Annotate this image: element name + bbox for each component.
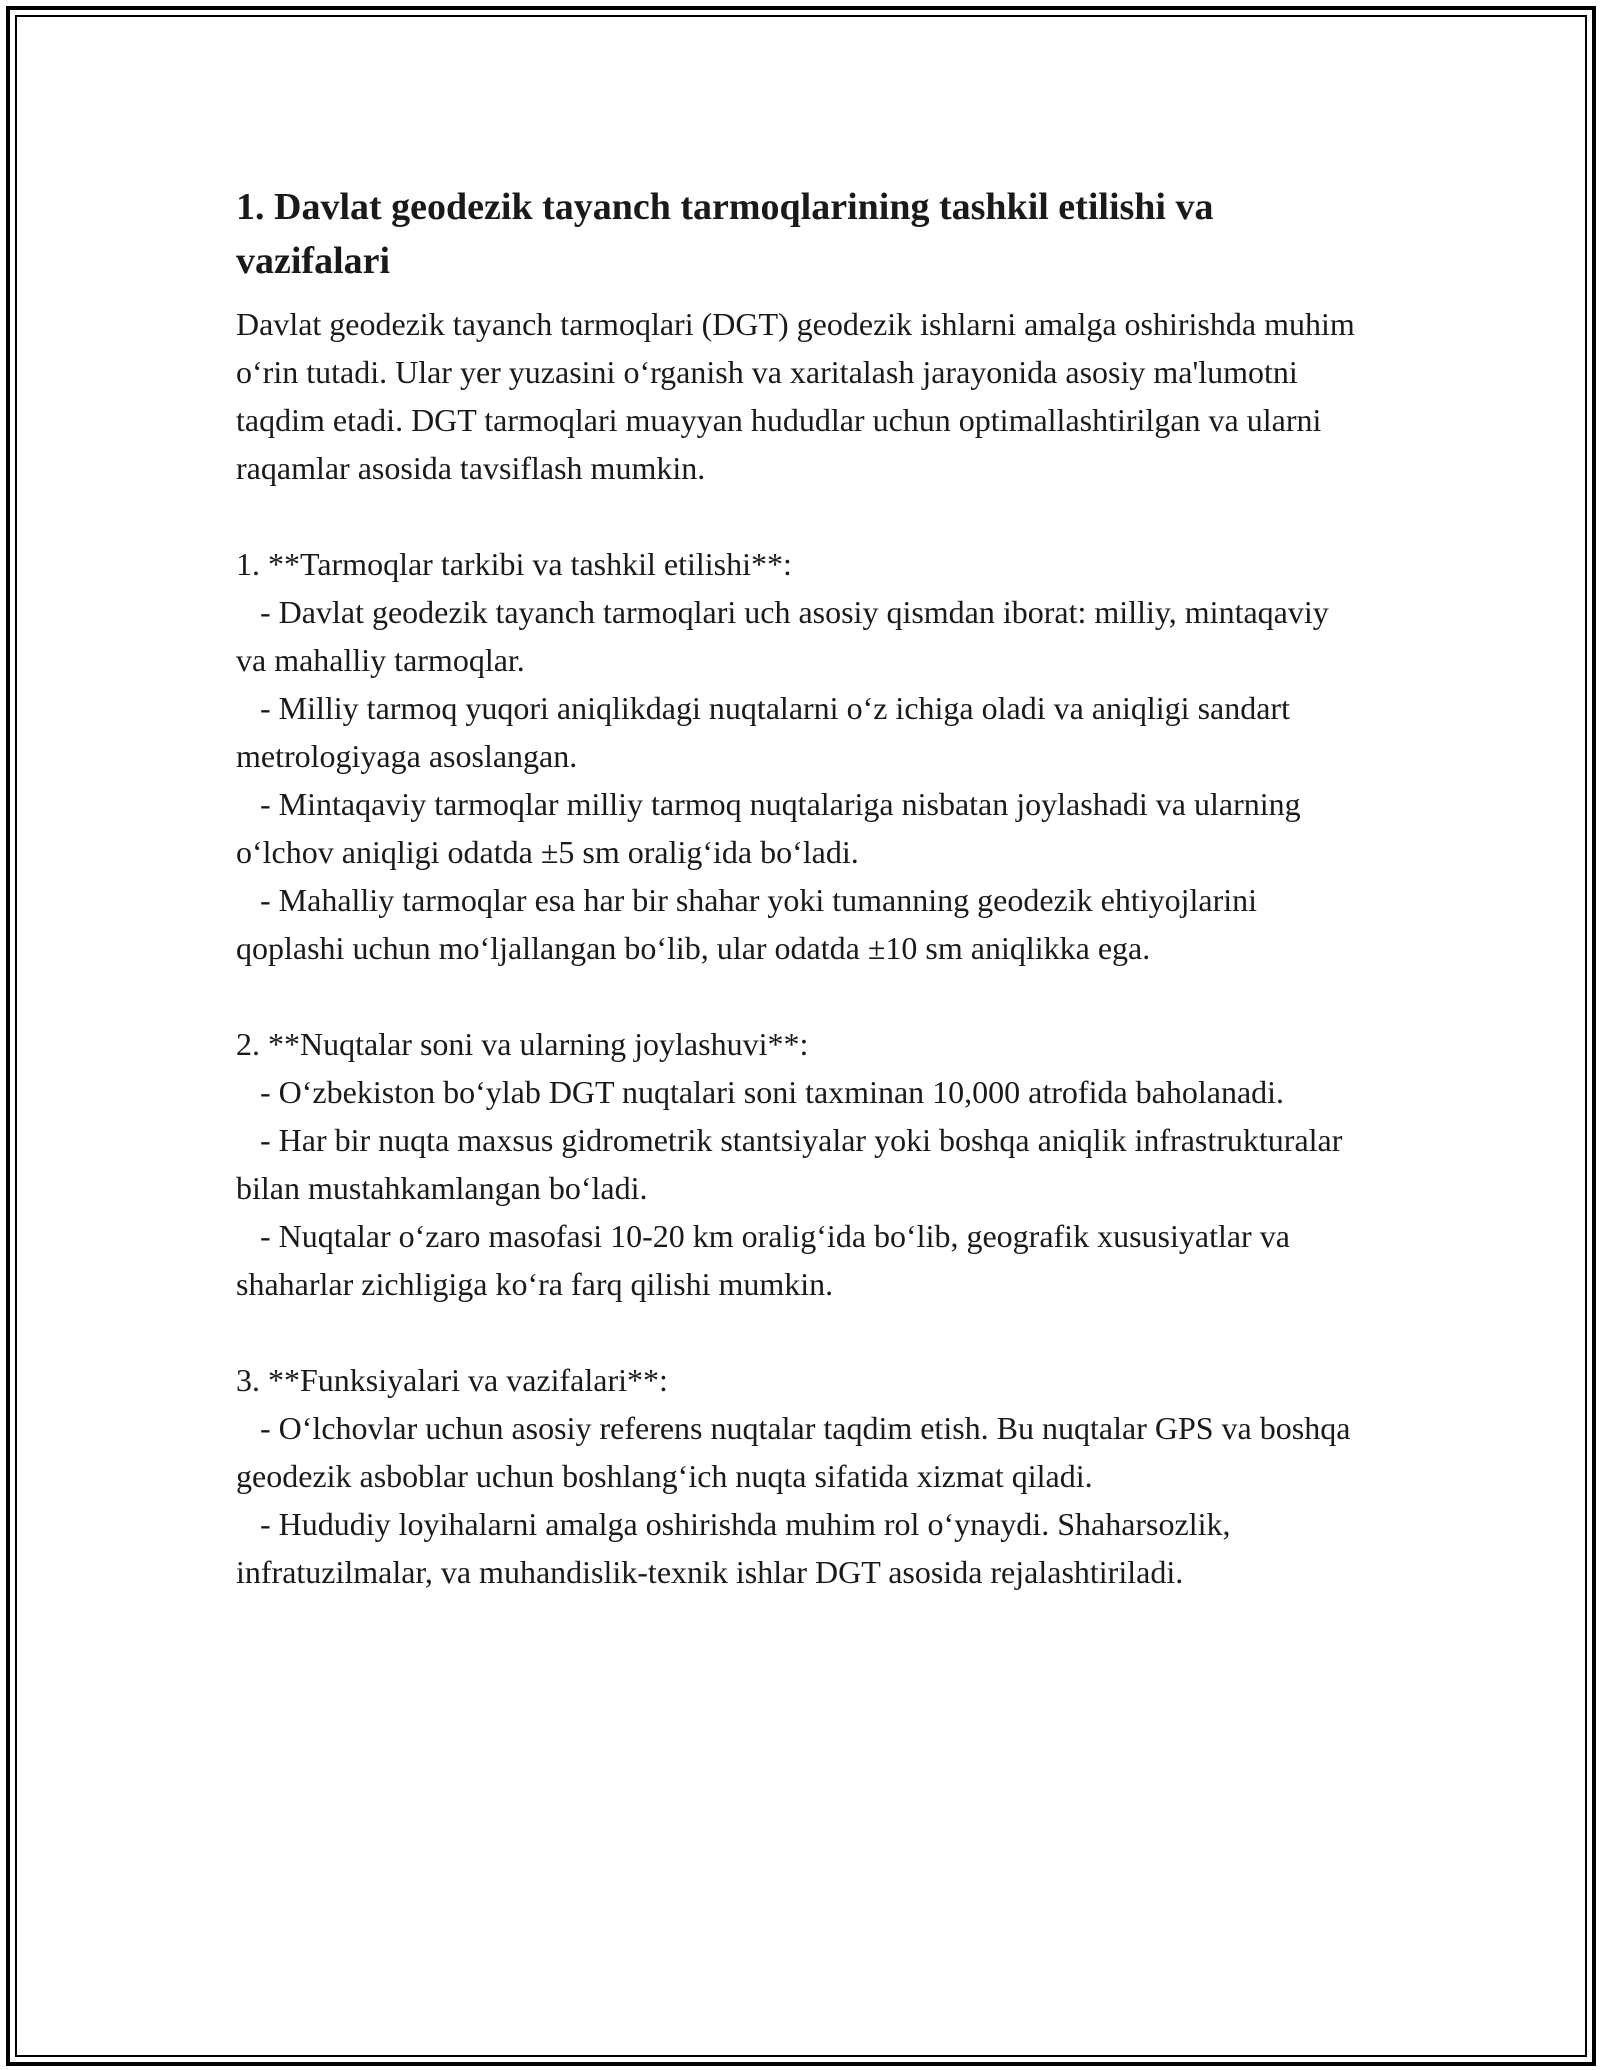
list-item: - Mahalliy tarmoqlar esa har bir shahar yoki tumanning geodezik ehtiyojlarini qoplashi uchun mo‘ljallangan bo‘lib, ular odatda ±10 sm aniqlikka ega. bbox=[236, 882, 1266, 966]
list-item: - Har bir nuqta maxsus gidrometrik stantsiyalar yoki boshqa aniqlik infrastrukturalar bilan mustahkamlangan bo‘ladi. bbox=[236, 1122, 1351, 1206]
list-item: - Davlat geodezik tayanch tarmoqlari uch asosiy qismdan iborat: milliy, mintaqaviy va mahalliy tarmoqlar. bbox=[236, 594, 1337, 678]
list-item: - O‘lchovlar uchun asosiy referens nuqtalar taqdim etish. Bu nuqtalar GPS va boshqa geodezik asboblar uchun boshlang‘ich nuqta sifatida xizmat qiladi. bbox=[236, 1410, 1359, 1494]
list-item: - Hududiy loyihalarni amalga oshirishda muhim rol o‘ynaydi. Shaharsozlik, infratuzilmalar, va muhandislik-texnik ishlar DGT asosida rejalashtiriladi. bbox=[236, 1506, 1239, 1590]
section-heading: 2. **Nuqtalar soni va ularning joylashuvi**: bbox=[236, 1026, 809, 1062]
section-heading: 3. **Funksiyalari va vazifalari**: bbox=[236, 1362, 668, 1398]
section-2 bbox=[236, 1020, 1366, 1308]
list-item: - Nuqtalar o‘zaro masofasi 10-20 km oralig‘ida bo‘lib, geografik xususiyatlar va shaharlar zichligiga ko‘ra farq qilishi mumkin. bbox=[236, 1218, 1298, 1302]
section-1 bbox=[236, 540, 1366, 972]
document-title: 1. Davlat geodezik tayanch tarmoqlarining tashkil etilishi va vazifalari bbox=[236, 186, 1214, 282]
intro-paragraph: Davlat geodezik tayanch tarmoqlari (DGT) geodezik ishlarni amalga oshirishda muhim o‘rin tutadi. Ular yer yuzasini o‘rganish va xaritalash jarayonida asosiy ma'lumotni taqdim etadi. DGT tarmoqlari muayyan hududlar uchun optimallashtirilgan va ularni raqamlar asosida tavsiflash mumkin. bbox=[236, 306, 1355, 486]
list-item: - O‘zbekiston bo‘ylab DGT nuqtalari soni taxminan 10,000 atrofida baholanadi. bbox=[236, 1074, 1285, 1110]
section-heading: 1. **Tarmoqlar tarkibi va tashkil etilishi**: bbox=[236, 546, 792, 582]
spacer bbox=[236, 1308, 1366, 1356]
list-item: - Milliy tarmoq yuqori aniqlikdagi nuqtalarni o‘z ichiga oladi va aniqligi sandart metrologiyaga asoslangan. bbox=[236, 690, 1298, 774]
section-3 bbox=[236, 1356, 1366, 1596]
document-body bbox=[236, 180, 1366, 1596]
spacer bbox=[236, 972, 1366, 1020]
spacer bbox=[236, 492, 1366, 540]
list-item: - Mintaqaviy tarmoqlar milliy tarmoq nuqtalariga nisbatan joylashadi va ularning o‘lchov aniqligi odatda ±5 sm oralig‘ida bo‘ladi. bbox=[236, 786, 1309, 870]
